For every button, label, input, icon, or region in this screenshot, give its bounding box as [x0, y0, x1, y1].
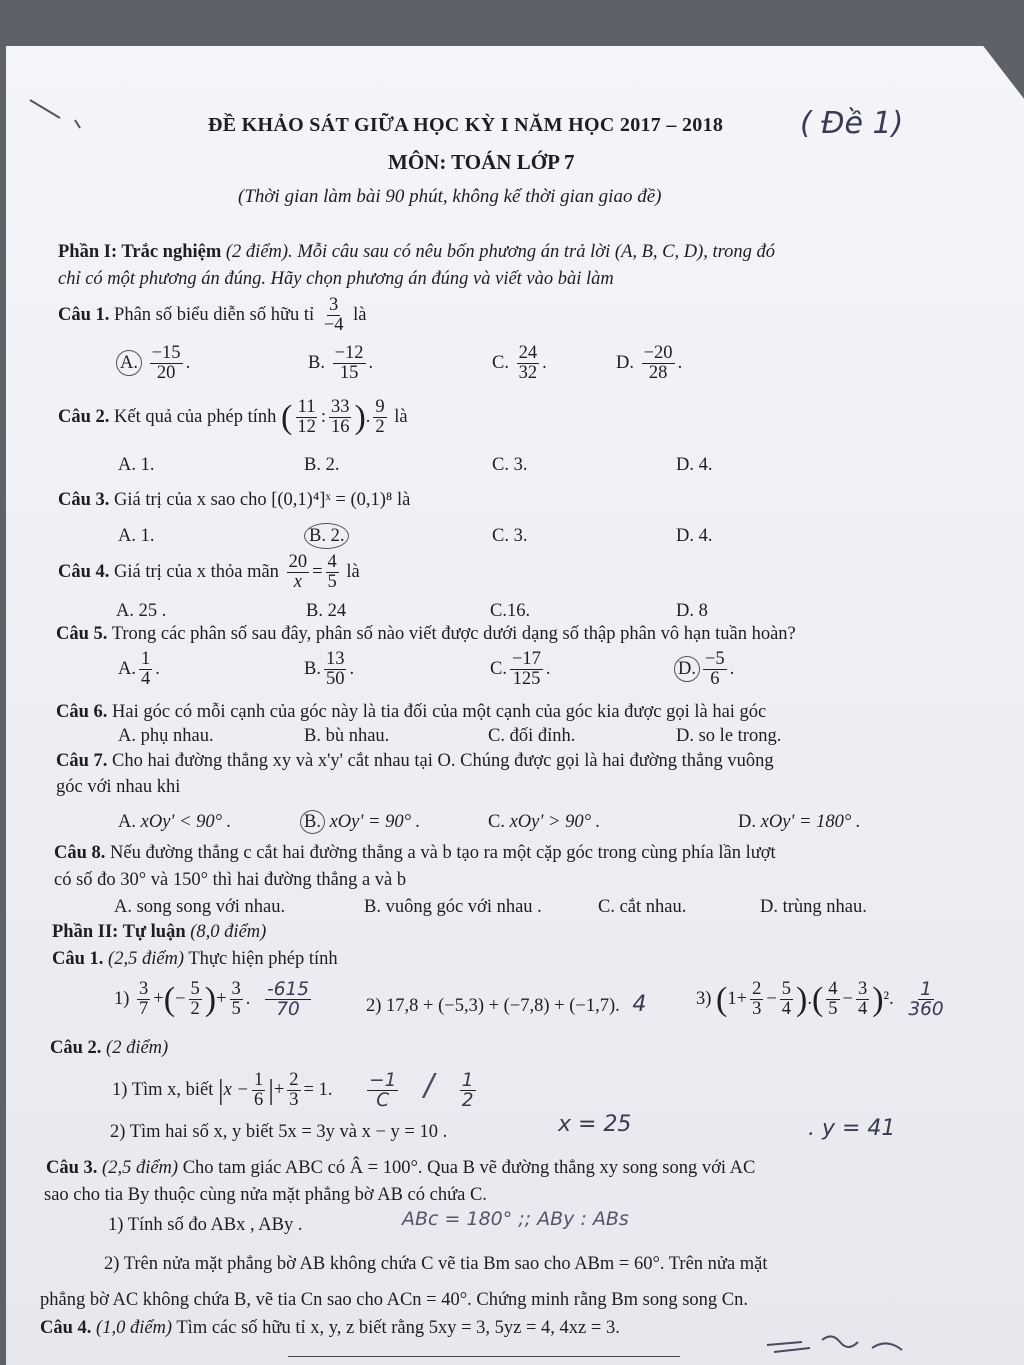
scribble-mark [762, 1330, 912, 1365]
q1-fraction: $\frac{3}{-4}$ [323, 295, 344, 336]
q7-option-d: D. xOy' = 180° . [738, 812, 861, 832]
q1-a-circled: A. [116, 350, 142, 376]
e3-p1-handwritten-work: ABc = 180° ;; ABy : ABs [402, 1208, 629, 1230]
e3-part2-line1: 2) Trên nửa mặt phẳng bờ AB không chứa C vẽ tia Bm sao cho ABm = 60°. Trên nửa mặt [104, 1254, 768, 1274]
e1-stem [52, 949, 338, 970]
q3-option-c: C. 3. [492, 526, 528, 546]
q5-text: Trong các phân số sau đây, phân số nào viết được dưới dạng số thập phân vô hạn tuần hoàn? [111, 624, 796, 644]
q6-option-b: B. bù nhau. [304, 726, 390, 746]
q8-text-1: Nếu đường thẳng c cắt hai đường thẳng a và b tạo ra một cặp góc trong cùng phía lần lượt [110, 843, 776, 863]
e3-part1: 1) Tính số đo ABx , ABy . [108, 1215, 303, 1235]
e1-p1-handwritten-answer-num: -615 [267, 979, 310, 1000]
q8-label: Câu 8. [54, 843, 106, 863]
e1-p3-handwritten-num: 1 [920, 979, 932, 1000]
q1-option-a: A. $\frac{-15}{20}$ . [116, 344, 190, 384]
q1-stem [58, 296, 367, 336]
q3-text: Giá trị của x sao cho [114, 490, 267, 510]
part1-instruction-2: chỉ có một phương án đúng. Hãy chọn phương án đúng và viết vào bài làm [58, 269, 614, 289]
q1-tail: là [353, 305, 367, 326]
q6-option-c: C. đối đỉnh. [488, 726, 576, 746]
q7-label: Câu 7. [56, 751, 108, 771]
q2-option-c: C. 3. [492, 455, 528, 475]
q4-option-d: D. 8 [676, 601, 708, 621]
e3-text-2: sao cho tia By thuộc cùng nửa mặt phẳng bờ AB có chứa C. [44, 1185, 487, 1205]
q7-stem [56, 751, 774, 772]
part1-instruction-1: Mỗi câu sau có nêu bốn phương án trả lời (A, B, C, D), trong đó [297, 242, 776, 262]
q3-b-circled: B. 2. [304, 523, 349, 549]
q2-stem: Câu 2. Kết quả của phép tính ( $\frac{11}{12}$ : $\frac{33}{16}$ ). $\frac{9}{2}$ là [58, 397, 408, 438]
e4-label: Câu 4. [40, 1318, 92, 1338]
q1-text: Phân số biểu diễn số hữu tỉ [114, 305, 315, 326]
part1-heading: Phần I: Trắc nghiệm [58, 242, 222, 262]
q1-label: Câu 1. [58, 305, 110, 326]
part2-points: (8,0 điểm) [190, 922, 267, 942]
q1-option-b: B. $\frac{-12}{15}$ . [308, 343, 374, 384]
q2-text: Kết quả của phép tính [114, 407, 277, 428]
part2-heading-line [52, 922, 266, 943]
q8-option-c: C. cắt nhau. [598, 897, 687, 917]
q8-option-a: A. song song với nhau. [114, 897, 286, 917]
q6-label: Câu 6. [56, 702, 108, 722]
q7-text-1: Cho hai đường thẳng xy và x'y' cắt nhau tại O. Chúng được gọi là hai đường thẳng vuông [112, 751, 774, 771]
e4-points: (1,0 điểm) [96, 1318, 173, 1338]
q1-option-c: C. $\frac{24}{32}$ . [492, 343, 547, 384]
e2-part2: 2) Tìm hai số x, y biết 5x = 3y và x − y = 10 . [110, 1122, 448, 1142]
q8-option-b: B. vuông góc với nhau . [364, 897, 542, 917]
e3-text-1: Cho tam giác ABC có Â = 100°. Qua B vẽ đường thẳng xy song song với AC [182, 1158, 756, 1178]
q5-stem [56, 624, 796, 645]
e2-part1: 1) Tìm x, biết |x − $\frac{1}{6}$ |+ $\frac{2}{3}$ = 1. $\frac{-1}{C}$ / $\frac{1}{2}$ [112, 1068, 474, 1112]
e1-label: Câu 1. [52, 949, 104, 969]
e1-part3: 3) (1+ $\frac{2}{3}$ − $\frac{5}{4}$ ).( $\frac{4}{5}$ − $\frac{3}{4}$ )². $\frac{1}{360}$ [696, 979, 944, 1021]
q2-option-b: B. 2. [304, 455, 340, 475]
q4-option-c: C.16. [490, 601, 531, 621]
q6-stem [56, 702, 766, 723]
q5-option-d: D. $\frac{-5}{6}$ . [674, 650, 734, 690]
q3-option-b [304, 526, 349, 547]
q7-b-circled: B. [300, 810, 325, 834]
q6-text: Hai góc có mỗi cạnh của góc này là tia đối của một cạnh của góc kia được gọi là hai góc [112, 702, 767, 722]
q4-label: Câu 4. [58, 562, 110, 583]
e4-text: Tìm các số hữu tỉ x, y, z biết rằng 5xy = 3, 5yz = 4, 4xz = 3. [176, 1318, 620, 1338]
q6-option-a: A. phụ nhau. [118, 726, 214, 746]
e3-label: Câu 3. [46, 1158, 98, 1178]
e2-heading: Câu 2. (2 điểm) [50, 1038, 169, 1058]
q2-option-d: D. 4. [676, 455, 713, 475]
q8-text-2: có số đo 30° và 150° thì hai đường thẳng a và b [54, 870, 407, 890]
q3-expression: [(0,1)⁴]ˣ = (0,1)⁸ [271, 490, 393, 510]
e2-p2-handwritten-x: x = 25 [558, 1112, 632, 1137]
q5-option-b: B. $\frac{13}{50}$ . [304, 649, 355, 690]
q3-option-a: A. 1. [118, 526, 155, 546]
e3-stem [46, 1158, 755, 1179]
q1-option-d: D. $\frac{-20}{28}$ . [616, 343, 683, 384]
e1-p2-handwritten-answer: 4 [632, 992, 647, 1017]
subject-line: MÔN: TOÁN LỚP 7 [388, 150, 575, 174]
q5-option-c: C. $\frac{-17}{125}$ . [490, 649, 551, 690]
q5-label: Câu 5. [56, 624, 108, 644]
q7-option-c: C. xOy' > 90° . [488, 812, 601, 832]
q8-stem [54, 843, 776, 864]
e1-points: (2,5 điểm) [108, 949, 185, 969]
part2-heading: Phần II: Tự luận [52, 922, 186, 942]
q4-stem: Câu 4. Giá trị của x thỏa mãn $\frac{20}{x}$ = $\frac{4}{5}$ là [58, 552, 360, 593]
e1-part1: 1) $\frac{3}{7}$ +(− $\frac{5}{2}$ )+ $\frac{3}{5}$ . $\frac{-615}{70}$ [114, 979, 310, 1021]
q6-option-d: D. so le trong. [676, 726, 782, 746]
corner-tick-mark [20, 90, 90, 145]
e3-points: (2,5 điểm) [102, 1158, 179, 1178]
q5-option-a: A. $\frac{1}{4}$ . [118, 649, 160, 690]
e1-p3-handwritten-den: 360 [908, 999, 944, 1021]
handwritten-exam-code: ( Đề 1) [800, 106, 904, 141]
q4-option-a: A. 25 . [116, 601, 167, 621]
e2-p2-handwritten-y: . y = 41 [808, 1116, 896, 1141]
q5-d-circled: D. [674, 656, 700, 682]
q4-option-b: B. 24 [306, 601, 347, 621]
q2-option-a: A. 1. [118, 455, 155, 475]
q3-stem: Câu 3. Giá trị của x sao cho [(0,1)⁴]ˣ = (0,1)⁸ là [58, 490, 411, 510]
q7-option-b: B. xOy' = 90° . [300, 812, 420, 833]
q3-label: Câu 3. [58, 490, 110, 510]
exam-title: ĐỀ KHẢO SÁT GIỮA HỌC KỲ I NĂM HỌC 2017 – 2018 [208, 114, 724, 136]
q2-label: Câu 2. [58, 407, 110, 428]
e4-stem [40, 1318, 620, 1339]
q7-text-2: góc với nhau khi [56, 777, 181, 797]
q4-text: Giá trị của x thỏa mãn [114, 562, 279, 583]
q3-option-d: D. 4. [676, 526, 713, 546]
q8-option-d: D. trùng nhau. [760, 897, 867, 917]
time-note: (Thời gian làm bài 90 phút, không kể thời gian giao đề) [238, 186, 662, 207]
e1-text: Thực hiện phép tính [188, 949, 338, 969]
e1-p1-handwritten-answer-den: 70 [276, 999, 300, 1021]
e1-part2: 2) 17,8 + (−5,3) + (−7,8) + (−1,7). 4 [366, 992, 647, 1017]
q7-option-a: A. xOy' < 90° . [118, 812, 232, 832]
e3-part2-line2: phẳng bờ AC không chứa B, vẽ tia Cn sao cho ACn = 40°. Chứng minh rằng Bm song song Cn. [40, 1290, 748, 1310]
part1-intro [58, 242, 775, 263]
part1-points: (2 điểm). [225, 242, 293, 262]
end-divider [288, 1356, 680, 1357]
